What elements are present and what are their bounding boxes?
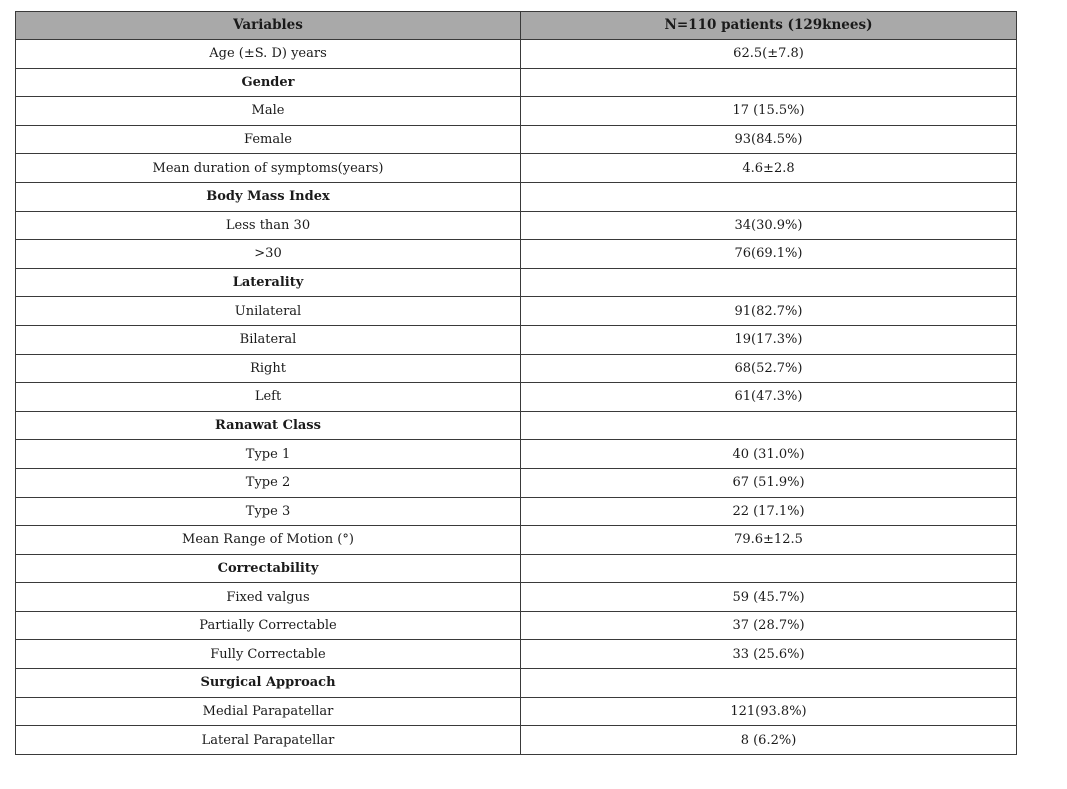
table-row bbox=[16, 297, 1017, 326]
variable-cell: Fixed valgus bbox=[16, 583, 521, 612]
table-header bbox=[16, 12, 1017, 40]
value-cell: 61(47.3%) bbox=[521, 383, 1017, 412]
variable-cell: Lateral Parapatellar bbox=[16, 726, 521, 755]
section-heading-cell: Gender bbox=[16, 68, 521, 97]
value-cell: 40 (31.0%) bbox=[521, 440, 1017, 469]
value-cell: 19(17.3%) bbox=[521, 325, 1017, 354]
table-row bbox=[16, 354, 1017, 383]
section-row bbox=[16, 669, 1017, 698]
value-cell bbox=[521, 182, 1017, 211]
variable-cell: Male bbox=[16, 97, 521, 126]
table-row bbox=[16, 125, 1017, 154]
value-cell: 59 (45.7%) bbox=[521, 583, 1017, 612]
value-cell bbox=[521, 669, 1017, 698]
section-row bbox=[16, 182, 1017, 211]
value-cell: 22 (17.1%) bbox=[521, 497, 1017, 526]
patient-characteristics-table bbox=[15, 11, 1017, 755]
patient-characteristics-table-container bbox=[15, 11, 1016, 755]
section-heading-cell: Laterality bbox=[16, 268, 521, 297]
table-row bbox=[16, 497, 1017, 526]
variable-cell: Type 1 bbox=[16, 440, 521, 469]
table-row bbox=[16, 526, 1017, 555]
table-row bbox=[16, 240, 1017, 269]
variable-cell: Partially Correctable bbox=[16, 611, 521, 640]
value-cell: 67 (51.9%) bbox=[521, 468, 1017, 497]
table-row bbox=[16, 640, 1017, 669]
table-row bbox=[16, 611, 1017, 640]
section-row bbox=[16, 268, 1017, 297]
table-row bbox=[16, 583, 1017, 612]
section-heading-cell: Body Mass Index bbox=[16, 182, 521, 211]
value-cell: 34(30.9%) bbox=[521, 211, 1017, 240]
section-heading-cell: Surgical Approach bbox=[16, 669, 521, 698]
variable-cell: Unilateral bbox=[16, 297, 521, 326]
header-row bbox=[16, 12, 1017, 40]
variable-cell: Medial Parapatellar bbox=[16, 697, 521, 726]
value-cell: 17 (15.5%) bbox=[521, 97, 1017, 126]
variable-cell: Bilateral bbox=[16, 325, 521, 354]
variable-cell: Female bbox=[16, 125, 521, 154]
table-row bbox=[16, 697, 1017, 726]
value-cell: 91(82.7%) bbox=[521, 297, 1017, 326]
value-cell: 68(52.7%) bbox=[521, 354, 1017, 383]
section-row bbox=[16, 68, 1017, 97]
header-patients: N=110 patients (129knees) bbox=[521, 12, 1017, 40]
variable-cell: Mean Range of Motion (°) bbox=[16, 526, 521, 555]
table-row bbox=[16, 726, 1017, 755]
value-cell bbox=[521, 554, 1017, 583]
table-body bbox=[16, 40, 1017, 755]
value-cell: 4.6±2.8 bbox=[521, 154, 1017, 183]
variable-cell: Age (±S. D) years bbox=[16, 40, 521, 69]
table-row bbox=[16, 383, 1017, 412]
value-cell: 33 (25.6%) bbox=[521, 640, 1017, 669]
header-variables: Variables bbox=[16, 12, 521, 40]
value-cell: 37 (28.7%) bbox=[521, 611, 1017, 640]
value-cell: 79.6±12.5 bbox=[521, 526, 1017, 555]
variable-cell: Type 3 bbox=[16, 497, 521, 526]
table-row bbox=[16, 40, 1017, 69]
variable-cell: Type 2 bbox=[16, 468, 521, 497]
value-cell: 8 (6.2%) bbox=[521, 726, 1017, 755]
table-row bbox=[16, 211, 1017, 240]
table-row bbox=[16, 97, 1017, 126]
table-row bbox=[16, 468, 1017, 497]
variable-cell: Right bbox=[16, 354, 521, 383]
section-heading-cell: Correctability bbox=[16, 554, 521, 583]
section-row bbox=[16, 411, 1017, 440]
value-cell: 62.5(±7.8) bbox=[521, 40, 1017, 69]
value-cell bbox=[521, 68, 1017, 97]
variable-cell: Left bbox=[16, 383, 521, 412]
variable-cell: Mean duration of symptoms(years) bbox=[16, 154, 521, 183]
variable-cell: Less than 30 bbox=[16, 211, 521, 240]
variable-cell: Fully Correctable bbox=[16, 640, 521, 669]
section-heading-cell: Ranawat Class bbox=[16, 411, 521, 440]
value-cell bbox=[521, 268, 1017, 297]
value-cell: 93(84.5%) bbox=[521, 125, 1017, 154]
value-cell bbox=[521, 411, 1017, 440]
value-cell: 121(93.8%) bbox=[521, 697, 1017, 726]
table-row bbox=[16, 440, 1017, 469]
table-row bbox=[16, 154, 1017, 183]
table-row bbox=[16, 325, 1017, 354]
value-cell: 76(69.1%) bbox=[521, 240, 1017, 269]
section-row bbox=[16, 554, 1017, 583]
variable-cell: >30 bbox=[16, 240, 521, 269]
